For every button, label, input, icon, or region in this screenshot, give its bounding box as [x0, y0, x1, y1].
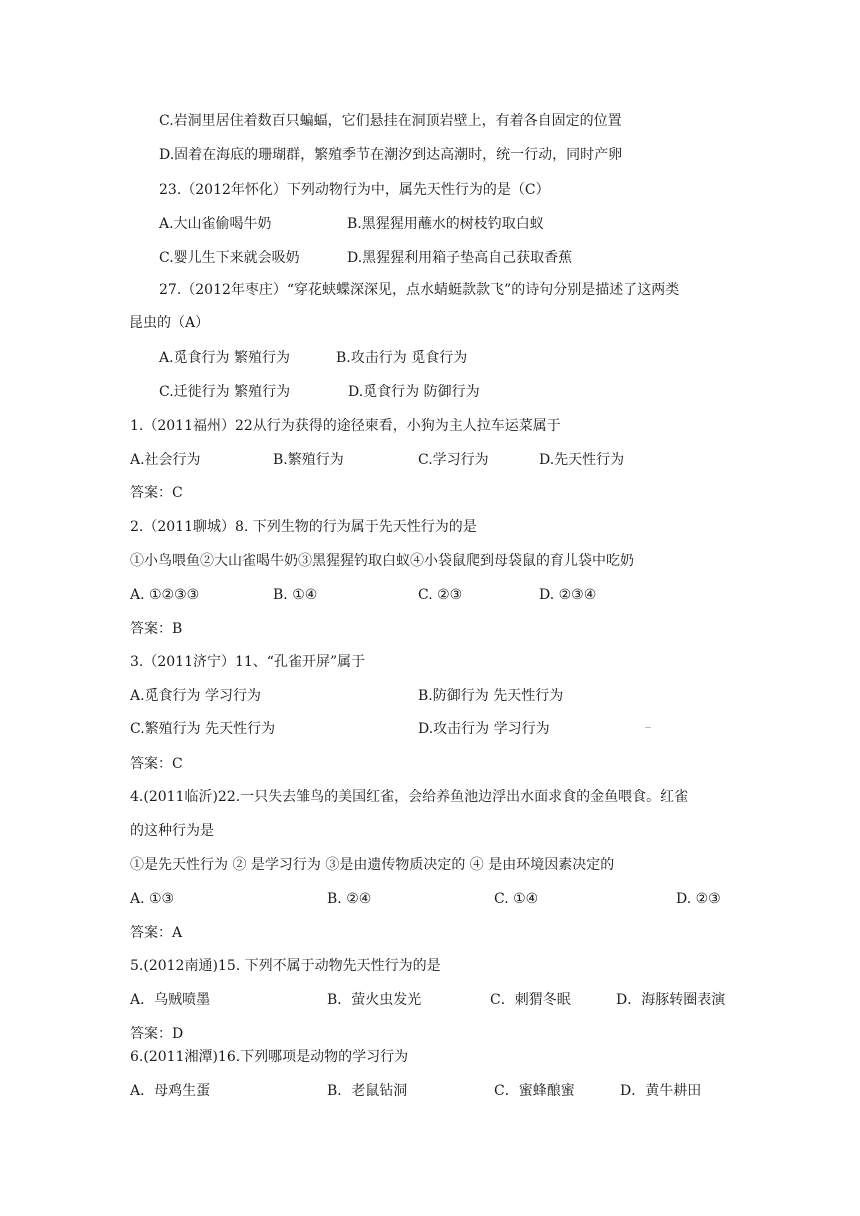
option: B．老鼠钻洞	[327, 1083, 408, 1099]
option: C.迁徙行为 繁殖行为	[159, 384, 291, 400]
option: C．蜜蜂酿蜜	[494, 1083, 575, 1099]
answer-line: 答案：B	[130, 621, 183, 637]
answer-line: 答案：C	[130, 485, 183, 501]
option: C. ②③	[418, 587, 463, 603]
question-line: ①是先天性行为 ② 是学习行为 ③是由遗传物质决定的 ④ 是由环境因素决定的	[130, 857, 615, 873]
option: D.先天性行为	[539, 452, 625, 468]
option: B. ①④	[273, 587, 318, 603]
option: A. ①②③③	[130, 587, 200, 603]
question-line: 2.（2011聊城）8. 下列生物的行为属于先天性行为的是	[130, 519, 477, 535]
question-line: ①小鸟喂鱼②大山雀喝牛奶③黑猩猩钓取白蚁④小袋鼠爬到母袋鼠的育儿袋中吃奶	[130, 553, 634, 569]
option: A.社会行为	[130, 452, 201, 468]
option: A．乌贼喷墨	[130, 992, 211, 1008]
question-line: 昆虫的（A）	[129, 315, 210, 331]
option: C.繁殖行为 先天性行为	[130, 721, 276, 737]
answer-line: 答案：D	[130, 1026, 184, 1042]
option-line: D.固着在海底的珊瑚群，繁殖季节在潮汐到达高潮时，统一行动，同时产卵	[159, 147, 623, 163]
option: D.觅食行为 防御行为	[348, 384, 480, 400]
option: C.学习行为	[418, 452, 489, 468]
question-line: 5.(2012南通)15. 下列不属于动物先天性行为的是	[130, 958, 441, 974]
option: B.繁殖行为	[273, 452, 344, 468]
option: D. ②③④	[539, 587, 597, 603]
option: D．黄牛耕田	[620, 1083, 702, 1099]
question-line: 1.（2011福州）22从行为获得的途径柬看，小狗为主人拉车运菜属于	[130, 418, 561, 434]
option: B．萤火虫发光	[327, 992, 422, 1008]
answer-line: 答案：A	[130, 925, 183, 941]
option: D．海豚转圈表演	[616, 992, 726, 1008]
question-line: 4.(2011临沂)22.一只失去雏鸟的美国红雀，会给养鱼池边浮出水面求食的金鱼喂食。红雀	[130, 789, 689, 805]
question-line: 的这种行为是	[130, 823, 214, 839]
option: C．刺猬冬眠	[490, 992, 571, 1008]
question-line: 3.（2011济宁）11、“孔雀开屏”属于	[130, 654, 366, 670]
stray-mark	[645, 727, 651, 728]
question-line: 23.（2012年怀化）下列动物行为中，属先天性行为的是（C）	[159, 182, 550, 198]
option: B.防御行为 先天性行为	[418, 688, 564, 704]
option: C.婴儿生下来就会吸奶	[159, 250, 300, 266]
option: D.黑猩猩利用箱子垫高自己获取香蕉	[347, 250, 573, 266]
answer-line: 答案：C	[130, 756, 183, 772]
option: B.黑猩猩用蘸水的树枝钓取白蚁	[347, 216, 544, 232]
option: A.大山雀偷喝牛奶	[159, 216, 272, 232]
option: A. ①③	[130, 891, 175, 907]
option: A.觅食行为 学习行为	[130, 688, 262, 704]
option: B. ②④	[327, 891, 372, 907]
option: C. ①④	[494, 891, 539, 907]
question-line: 27.（2012年枣庄）“穿花蛱蝶深深见，点水蜻蜓款款飞”的诗句分别是描述了这两类	[159, 282, 680, 298]
option: A．母鸡生蛋	[130, 1083, 211, 1099]
option: B.攻击行为 觅食行为	[336, 350, 468, 366]
question-line: 6.(2011湘潭)16.下列哪项是动物的学习行为	[130, 1049, 409, 1065]
option: D.攻击行为 学习行为	[418, 721, 550, 737]
option: A.觅食行为 繁殖行为	[159, 350, 291, 366]
option-line: C.岩洞里居住着数百只蝙蝠，它们悬挂在洞顶岩壁上，有着各自固定的位置	[159, 113, 622, 129]
option: D. ②③	[676, 891, 721, 907]
